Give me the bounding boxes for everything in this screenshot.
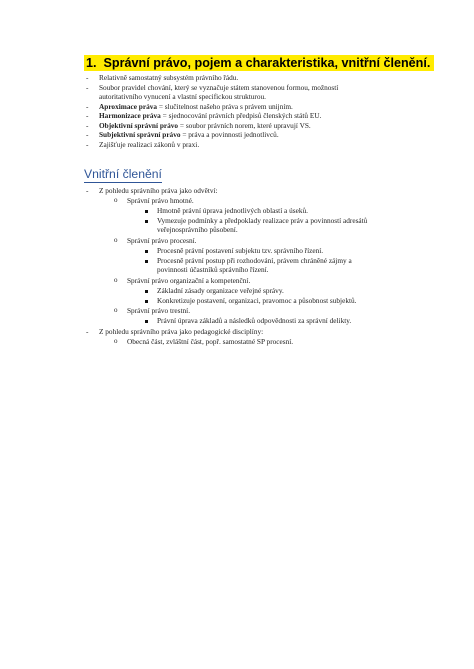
list-item: Zajišťuje realizaci zákonů v praxi. bbox=[99, 140, 200, 149]
subheading-vnitrni-cleneni: Vnitřní členění bbox=[84, 167, 162, 181]
term-objektivni: Objektivní správní právo bbox=[99, 121, 179, 130]
outline-level1: Z pohledu správního práva jako odvětví: bbox=[99, 186, 218, 195]
list-dash: - bbox=[86, 73, 89, 82]
list-item: Soubor pravidel chování, který se vyznačuje státem stanovenou formou, možností bbox=[99, 83, 339, 92]
square-bullet-icon bbox=[145, 220, 148, 223]
list-dash: - bbox=[86, 102, 89, 111]
list-dash: - bbox=[86, 83, 89, 92]
outline-level3: Konkretizuje postavení, organizaci, pravomoc a působnost subjektů. bbox=[157, 296, 357, 305]
definition: = slučitelnost našeho práva s právem unijním. bbox=[157, 102, 293, 111]
term-subjektivni: Subjektivní správní právo bbox=[99, 130, 181, 139]
outline-level3: Procesně právní postup při rozhodování, právem chráněné zájmy a bbox=[157, 256, 352, 265]
heading-title: Správní právo, pojem a charakteristika, vnitřní členění. bbox=[103, 56, 431, 70]
heading-number: 1. bbox=[86, 56, 97, 70]
circle-bullet-icon: o bbox=[114, 196, 118, 204]
square-bullet-icon bbox=[145, 210, 148, 213]
list-dash: - bbox=[86, 327, 89, 336]
square-bullet-icon bbox=[145, 300, 148, 303]
outline-level2: Správní právo procesní. bbox=[127, 236, 197, 245]
list-item bbox=[99, 121, 311, 130]
outline-level3: Právní úprava základů a následků odpovědnosti za správní delikty. bbox=[157, 316, 352, 325]
outline-level3-continuation: veřejnosprávního působení. bbox=[157, 225, 238, 234]
outline-level3: Hmotně právní úprava jednotlivých oblastí a úseků. bbox=[157, 206, 308, 215]
circle-bullet-icon: o bbox=[114, 306, 118, 314]
circle-bullet-icon: o bbox=[114, 236, 118, 244]
outline-level2: Obecná část, zvláštní část, popř. samostatné SP procesní. bbox=[127, 337, 294, 346]
outline-level2: Správní právo trestní. bbox=[127, 306, 191, 315]
list-item bbox=[99, 111, 321, 120]
list-dash: - bbox=[86, 111, 89, 120]
outline-level1: Z pohledu správního práva jako pedagogické disciplíny: bbox=[99, 327, 264, 336]
list-item bbox=[99, 130, 279, 139]
definition: = práva a povinnosti jednotlivců. bbox=[180, 130, 279, 139]
list-item bbox=[99, 102, 293, 111]
list-dash: - bbox=[86, 186, 89, 195]
outline-level2: Správní právo hmotné. bbox=[127, 196, 194, 205]
list-item-continuation: autoritativního vynucení a vlastní specifickou strukturou. bbox=[99, 92, 266, 101]
definition: = soubor právních norem, které upravují VS. bbox=[178, 121, 311, 130]
circle-bullet-icon: o bbox=[114, 337, 118, 345]
list-dash: - bbox=[86, 130, 89, 139]
square-bullet-icon bbox=[145, 260, 148, 263]
outline-level3-continuation: povinnosti účastníků správního řízení. bbox=[157, 265, 269, 274]
section-heading bbox=[84, 55, 434, 71]
square-bullet-icon bbox=[145, 250, 148, 253]
term-aproximace: Aproximace práva bbox=[99, 102, 158, 111]
square-bullet-icon bbox=[145, 290, 148, 293]
circle-bullet-icon: o bbox=[114, 276, 118, 284]
outline-level3: Základní zásady organizace veřejné správy. bbox=[157, 286, 284, 295]
outline-level3: Procesně právní postavení subjektu tzv. správního řízení. bbox=[157, 246, 324, 255]
definition: = sjednocování právních předpisů členských států EU. bbox=[160, 111, 322, 120]
list-dash: - bbox=[86, 121, 89, 130]
square-bullet-icon bbox=[145, 320, 148, 323]
list-item: Relativně samostatný subsystém právního řádu. bbox=[99, 73, 239, 82]
term-harmonizace: Harmonizace práva bbox=[99, 111, 161, 120]
outline-level2: Správní právo organizační a kompetenční. bbox=[127, 276, 251, 285]
outline-level3: Vymezuje podmínky a předpoklady realizace práv a povinností adresátů bbox=[157, 216, 368, 225]
list-dash: - bbox=[86, 140, 89, 149]
